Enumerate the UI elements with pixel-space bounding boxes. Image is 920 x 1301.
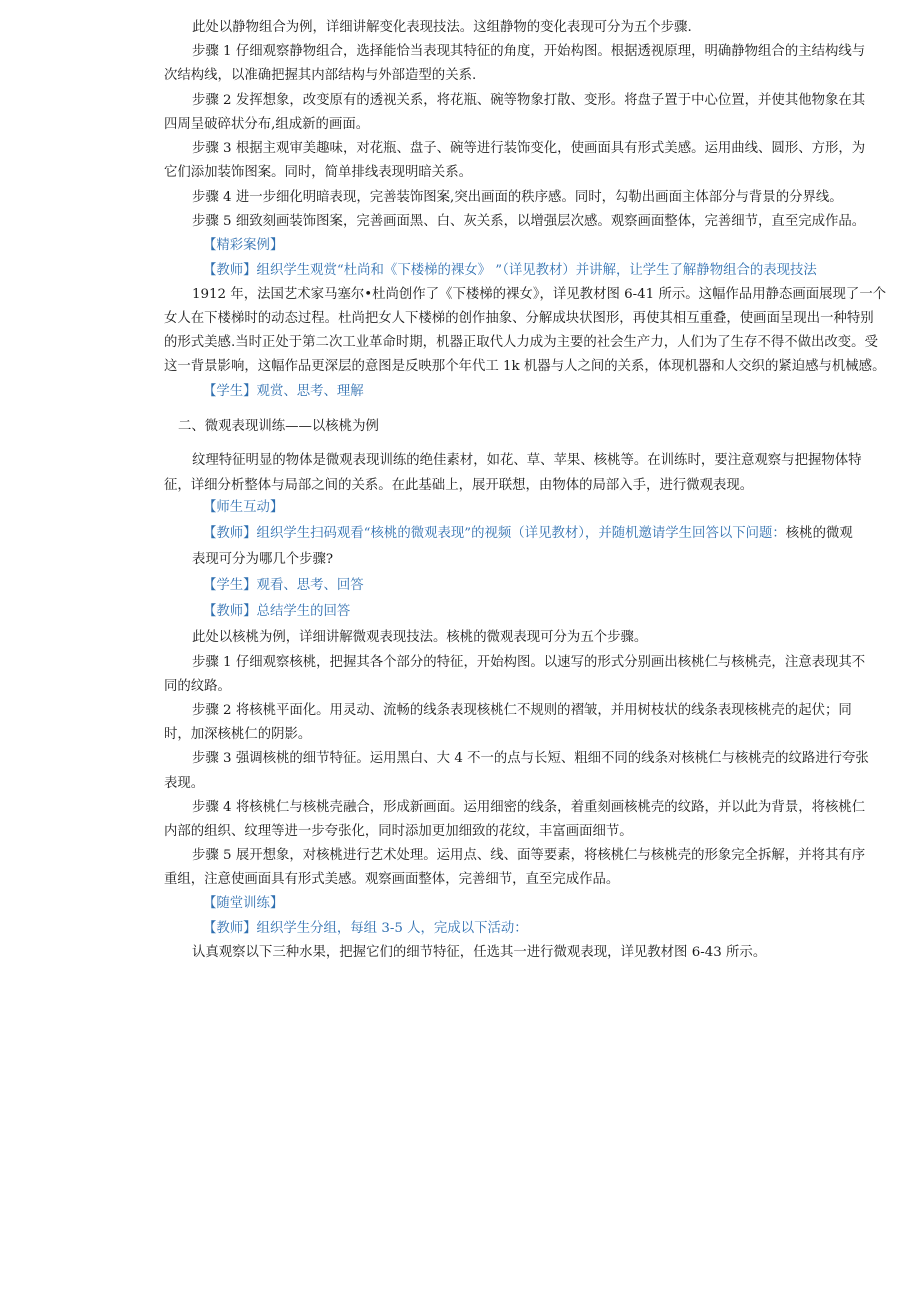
teacher-summary: 【教师】总结学生的回答 <box>203 604 351 619</box>
section1-step2-line2: 四周呈破碎状分布,组成新的画面。 <box>164 117 370 132</box>
case-paragraph-line1: 1912 年，法国艺术家马塞尔•杜尚创作了《下楼梯的裸女》，详见教材图 6-41 所示。这幅作品用静态画面展现了一个 <box>192 287 887 302</box>
section1-step2-line1: 步骤 2 发挥想象，改变原有的透视关系，将花瓶、碗等物象打散、变形。将盘子置于中心位置，并使其他物象在其 <box>192 93 866 108</box>
teacher-video-line1 <box>203 525 853 543</box>
section2-step1-line2: 同的纹路。 <box>164 679 231 694</box>
section2-step2-line2: 时，加深核桃仁的阴影。 <box>164 727 312 742</box>
teacher-case-note: 【教师】组织学生观赏“杜尚和《下楼梯的裸女》 ”（详见教材）并讲解，让学生了解静物组合的表现技法 <box>203 263 817 278</box>
practice-task: 认真观察以下三种水果，把握它们的细节特征，任选其一进行微观表现，详见教材图 6-43 所示。 <box>192 945 767 960</box>
section1-step5: 步骤 5 细致刻画装饰图案，完善画面黑、白、灰关系，以增强层次感。观察画面整体，完善细节，直至完成作品。 <box>192 214 866 229</box>
section2-intro-line2: 征，详细分析整体与局部之间的关系。在此基础上，展开联想，由物体的局部入手，进行微观表现。 <box>164 478 754 493</box>
section2-step5-line2: 重组，注意使画面具有形式美感。观察画面整体，完善细节，直至完成作品。 <box>164 872 620 887</box>
section2-step5-line1: 步骤 5 展开想象，对核桃进行艺术处理。运用点、线、面等要素，将核桃仁与核桃壳的形象完全拆解，并将其有序 <box>192 848 866 863</box>
case-paragraph-line4: 这一背景影响，这幅作品更深层的意图是反映那个年代工 1k 机器与人之间的关系，体现机器和人交织的紧迫感与机械感。 <box>164 359 886 374</box>
case-paragraph-line2: 女人在下楼梯时的动态过程。杜尚把女人下楼梯的创作抽象、分解成块状图形，再使其相互重叠，使画面呈现出一种特别 <box>164 311 874 326</box>
teacher-video-question: 核桃的微观 <box>785 526 853 541</box>
section2-step3-line1: 步骤 3 强调核桃的细节特征。运用黑白、大 4 不一的点与长短、粗细不同的线条对核桃仁与核桃壳的纹路进行夸张 <box>192 751 869 766</box>
section1-step1-line2: 次结构线，以准确把握其内部结构与外部造型的关系. <box>164 68 477 83</box>
section1-step3-line2: 它们添加装饰图案。同时，简单排线表现明暗关系。 <box>164 165 472 180</box>
section1-intro: 此处以静物组合为例，详细讲解变化表现技法。这组静物的变化表现可分为五个步骤. <box>192 20 692 35</box>
section2-step3-line2: 表现。 <box>164 776 205 791</box>
teacher-video-note: 【教师】组织学生扫码观看“核桃的微观表现”的视频（详见教材），并随机邀请学生回答以下问题： <box>203 526 786 541</box>
section1-step1-line1: 步骤 1 仔细观察静物组合，选择能恰当表现其特征的角度，开始构图。根据透视原理，明确静物组合的主结构线与 <box>192 44 866 59</box>
practice-label: 【随堂训练】 <box>203 896 284 911</box>
section2-step2-line1: 步骤 2 将核桃平面化。用灵动、流畅的线条表现核桃仁不规则的褶皱，并用树枝状的线条表现核桃壳的起伏；同 <box>192 703 852 718</box>
section1-step4: 步骤 4 进一步细化明暗表现，完善装饰图案,突出画面的秩序感。同时，勾勒出画面主体部分与背景的分界线。 <box>192 190 843 205</box>
section2-step4-line2: 内部的组织、纹理等进一步夸张化，同时添加更加细致的花纹，丰富画面细节。 <box>164 824 633 839</box>
section2-heading: 二、微观表现训练——以核桃为例 <box>178 419 379 434</box>
case-label: 【精彩案例】 <box>203 238 284 253</box>
teacher-video-line2: 表现可分为哪几个步骤? <box>192 552 334 567</box>
case-paragraph-line3: 的形式美感.当时正处于第二次工业革命时期，机器正取代人力成为主要的社会生产力，人们为了生存不得不做出改变。受 <box>164 335 878 350</box>
section2-step4-line1: 步骤 4 将核桃仁与核桃壳融合，形成新画面。运用细密的线条，着重刻画核桃壳的纹路，并以此为背景，将核桃仁 <box>192 800 866 815</box>
section1-step3-line1: 步骤 3 根据主观审美趣味，对花瓶、盘子、碗等进行装饰变化，使画面具有形式美感。运用曲线、圆形、方形，为 <box>192 141 866 156</box>
section2-step1-line1: 步骤 1 仔细观察核桃，把握其各个部分的特征，开始构图。以速写的形式分别画出核桃仁与核桃壳，注意表现其不 <box>192 655 866 670</box>
teacher-group-note: 【教师】组织学生分组，每组 3-5 人，完成以下活动： <box>203 921 528 936</box>
student-response-2: 【学生】观看、思考、回答 <box>203 578 364 593</box>
interact-label: 【师生互动】 <box>203 500 284 515</box>
section2-steps-intro: 此处以核桃为例，详细讲解微观表现技法。核桃的微观表现可分为五个步骤。 <box>192 630 648 645</box>
section2-intro-line1: 纹理特征明显的物体是微观表现训练的绝佳素材，如花、草、苹果、核桃等。在训练时，要注意观察与把握物体特 <box>192 453 862 468</box>
student-response-1: 【学生】观赏、思考、理解 <box>203 384 364 399</box>
